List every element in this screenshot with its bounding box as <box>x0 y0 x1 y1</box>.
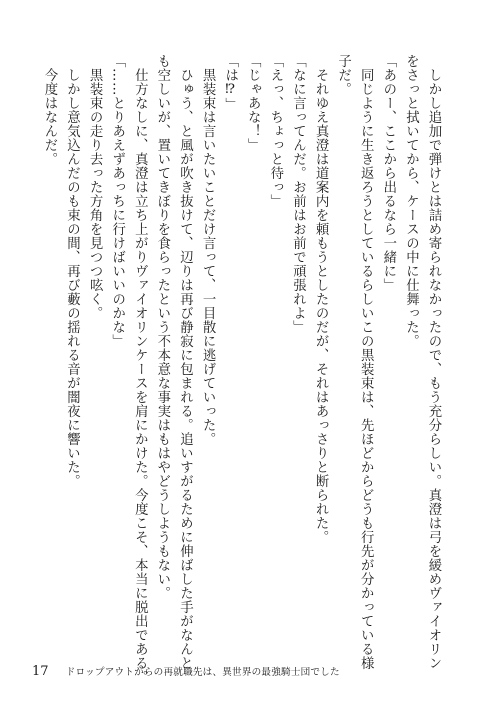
text-line: 同じように生き返ろうとしているらしいこの黒装束は、先ほどからどうも行先が分かっている様 <box>358 54 374 670</box>
text-line: 子だ。 <box>335 54 351 96</box>
text-line: ひゅう、と風が吹き抜けて、辺りは再び静寂に包まれる。追いすがるために伸ばした手がなんと <box>177 54 193 670</box>
text-line: 「あのー、ここから出るなら一緒に」 <box>380 54 396 292</box>
text-line: 「は⁉」 <box>222 54 238 112</box>
page-number: 17 <box>32 664 49 679</box>
text-line: 今度はなんだ。 <box>41 54 57 166</box>
text-line: 「なに言ってんだ。お前はお前で頑張れよ」 <box>290 54 306 334</box>
text-line: 「じゃあな！」 <box>245 54 261 152</box>
text-line: しかし意気込んだのも束の間、再び藪の揺れる音が闇夜に響いた。 <box>64 54 80 488</box>
running-title: ドロップアウトからの再就職先は、異世界の最強騎士団でした <box>65 667 340 678</box>
text-line: 仕方なしに、真澄は立ち上がりヴァイオリンケースを肩にかけた。今度こそ、本当に脱出である。 <box>132 54 148 684</box>
text-line: 「えっ、ちょっと待っ」 <box>267 54 283 208</box>
text-line: 「……とりあえずあっちに行けばいいのかな」 <box>109 54 125 348</box>
text-line: 黒装束は言いたいことだけ言って、一目散に逃げていった。 <box>200 54 216 446</box>
text-line: それゆえ真澄は道案内を頼もうとしたのだが、それはあっさりと断られた。 <box>313 54 329 544</box>
text-line: しかし追加で弾けとは詰め寄られなかったので、もう充分らしい。真澄は弓を緩めヴァイオリン <box>426 54 441 670</box>
page-footer <box>32 665 340 680</box>
text-line: をさっと拭いてから、ケースの中に仕舞った。 <box>403 54 419 348</box>
text-line: も空しいが、置いてきぼりを食らったという不本意な事実はもはやどうしようもない。 <box>154 54 170 600</box>
text-line: 黒装束の走り去った方角を見つつ呟く。 <box>87 54 103 320</box>
